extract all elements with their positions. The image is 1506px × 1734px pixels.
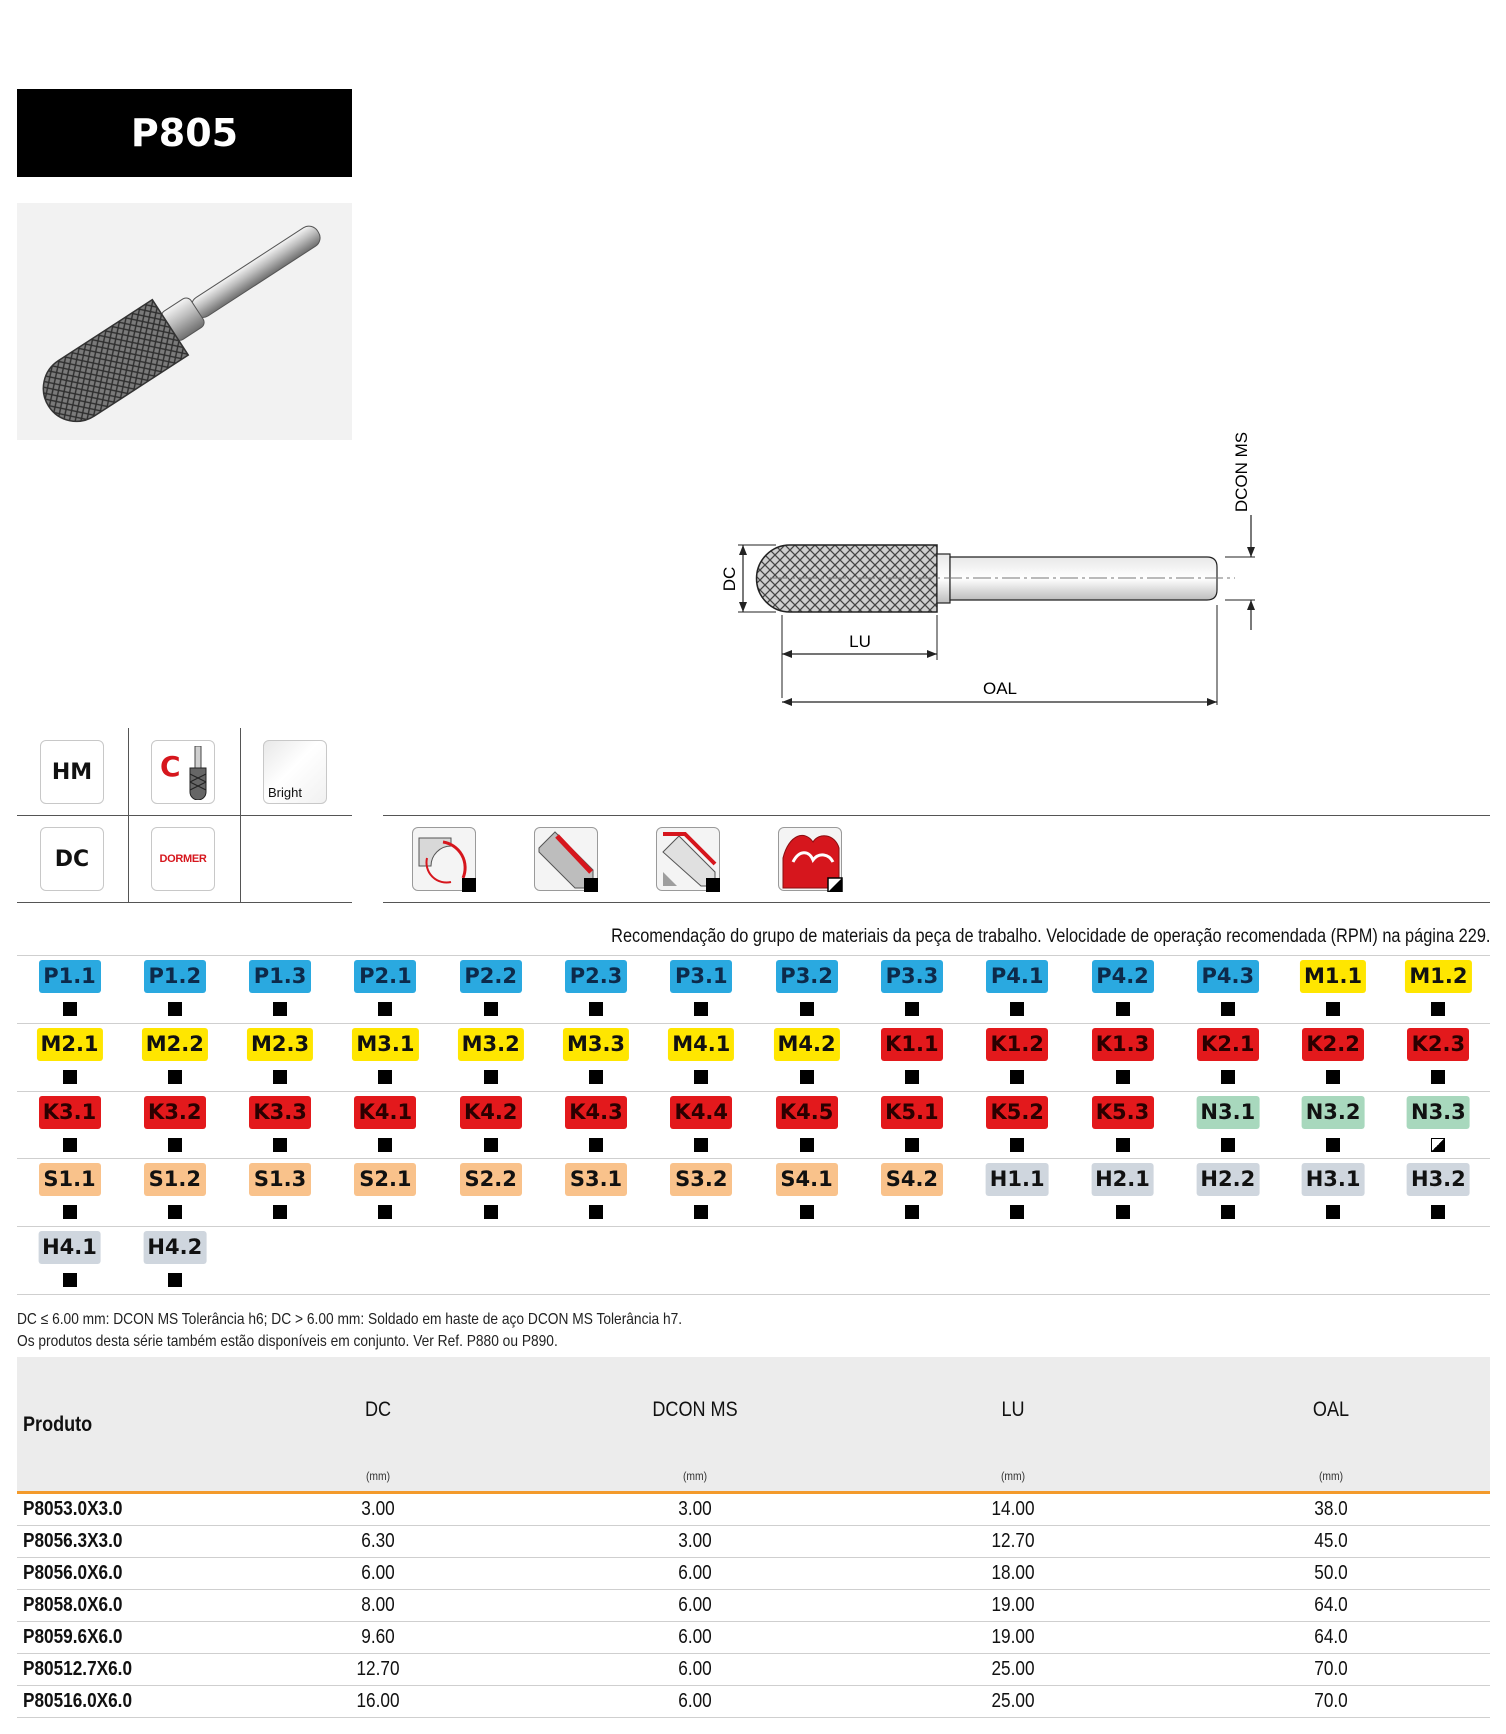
material-group-s4-2 xyxy=(859,1158,964,1226)
col-header-dc: DC xyxy=(364,1398,392,1421)
suitability-marker xyxy=(484,1002,498,1016)
cell-lu: 19.00 xyxy=(991,1626,1035,1648)
tolerance-note: DC ≤ 6.00 mm: DCON MS Tolerância h6; DC > 6.00 mm: Soldado em haste de aço DCON MS Tolerância h7. xyxy=(17,1311,683,1328)
suitability-marker xyxy=(1221,1002,1235,1016)
material-group-s1-3 xyxy=(228,1158,333,1226)
suitability-marker xyxy=(694,1002,708,1016)
material-group-h4-1 xyxy=(17,1226,122,1294)
material-group-m2-3 xyxy=(228,1023,333,1091)
material-group-k3-3 xyxy=(228,1091,333,1159)
material-code-tag: K1.1 xyxy=(881,1028,943,1061)
cell-lu: 19.00 xyxy=(991,1594,1035,1616)
material-group-m4-2 xyxy=(754,1023,859,1091)
suitability-marker xyxy=(1010,1205,1024,1219)
material-group-p1-1 xyxy=(17,955,122,1023)
material-group-h2-1 xyxy=(1070,1158,1175,1226)
material-code-tag: K1.3 xyxy=(1092,1028,1154,1061)
suitability-marker xyxy=(1221,1070,1235,1084)
suitability-marker xyxy=(168,1070,182,1084)
material-code-tag: K4.1 xyxy=(354,1096,416,1129)
cell-dc: 3.00 xyxy=(361,1498,395,1520)
cell-product: P8059.6X6.0 xyxy=(23,1626,123,1648)
material-code-tag: K5.3 xyxy=(1092,1096,1154,1129)
material-code-tag: S4.1 xyxy=(776,1163,838,1196)
cell-lu: 12.70 xyxy=(991,1530,1035,1552)
suitability-marker xyxy=(273,1138,287,1152)
cell-dcon-ms: 6.00 xyxy=(678,1658,712,1680)
cell-oal: 70.0 xyxy=(1314,1690,1348,1712)
cell-product: P80516.0X6.0 xyxy=(23,1690,133,1712)
suitability-marker xyxy=(694,1070,708,1084)
material-group-h4-2 xyxy=(122,1226,227,1294)
material-code-tag: H3.2 xyxy=(1407,1163,1470,1196)
material-code-tag: K4.5 xyxy=(776,1096,838,1129)
material-code-tag: N3.1 xyxy=(1196,1096,1259,1129)
material-code-tag: P1.1 xyxy=(39,960,101,993)
cell-product: P8056.3X3.0 xyxy=(23,1530,123,1552)
material-group-p1-2 xyxy=(122,955,227,1023)
unit-dcon-ms: (mm) xyxy=(682,1469,708,1483)
material-group-h1-1 xyxy=(965,1158,1070,1226)
cell-lu: 25.00 xyxy=(991,1658,1035,1680)
suitability-marker xyxy=(378,1002,392,1016)
material-group-h3-1 xyxy=(1281,1158,1386,1226)
cell-dc: 6.30 xyxy=(361,1530,395,1552)
material-code-tag: P2.2 xyxy=(460,960,522,993)
suitability-marker xyxy=(1326,1205,1340,1219)
cell-dcon-ms: 3.00 xyxy=(678,1498,712,1520)
suitability-marker xyxy=(378,1138,392,1152)
suitability-marker xyxy=(589,1205,603,1219)
suitability-marker xyxy=(1010,1138,1024,1152)
cell-dcon-ms: 6.00 xyxy=(678,1594,712,1616)
suitability-marker xyxy=(800,1002,814,1016)
material-code-tag: M4.2 xyxy=(774,1028,840,1061)
material-code-tag: M1.1 xyxy=(1300,960,1366,993)
col-header-product: Produto xyxy=(23,1413,93,1436)
material-code-tag: P4.1 xyxy=(986,960,1048,993)
material-code-tag: H3.1 xyxy=(1302,1163,1365,1196)
material-group-k4-4 xyxy=(649,1091,754,1159)
material-code-tag: S3.2 xyxy=(670,1163,732,1196)
suitability-marker xyxy=(484,1070,498,1084)
cell-product: P8053.0X3.0 xyxy=(23,1498,123,1520)
suitability-marker xyxy=(905,1138,919,1152)
material-code-tag: P3.2 xyxy=(776,960,838,993)
cell-dc: 16.00 xyxy=(356,1690,400,1712)
cell-dc: 6.00 xyxy=(361,1562,395,1584)
cell-oal: 64.0 xyxy=(1314,1626,1348,1648)
suitability-marker xyxy=(1116,1002,1130,1016)
suitability-marker xyxy=(694,1138,708,1152)
radius-application-icon xyxy=(412,827,476,891)
brand-logo-text: DORMER xyxy=(159,853,207,865)
suitability-marker xyxy=(63,1070,77,1084)
suitability-marker xyxy=(168,1205,182,1219)
material-group-k1-2 xyxy=(965,1023,1070,1091)
material-code-tag: K5.1 xyxy=(881,1096,943,1129)
material-group-k2-3 xyxy=(1386,1023,1491,1091)
material-code-tag: S3.1 xyxy=(565,1163,627,1196)
material-group-p4-1 xyxy=(965,955,1070,1023)
technical-drawing xyxy=(710,430,1300,720)
set-availability-note: Os produtos desta série também estão disponíveis em conjunto. Ver Ref. P880 ou P890. xyxy=(17,1333,558,1350)
deburr-application-icon xyxy=(656,827,720,891)
material-code-tag: S1.2 xyxy=(144,1163,206,1196)
shape-c-badge xyxy=(151,740,215,804)
material-group-m2-1 xyxy=(17,1023,122,1091)
suitability-marker xyxy=(1431,1205,1445,1219)
material-group-p2-3 xyxy=(544,955,649,1023)
suitability-marker xyxy=(484,1205,498,1219)
cell-dcon-ms: 6.00 xyxy=(678,1562,712,1584)
suitability-marker xyxy=(273,1070,287,1084)
suitability-marker xyxy=(1116,1070,1130,1084)
material-code-tag: H2.1 xyxy=(1091,1163,1154,1196)
finish-bright-badge xyxy=(263,740,327,804)
table-row xyxy=(17,1558,1490,1590)
material-code-tag: K3.3 xyxy=(249,1096,311,1129)
material-code-tag: P4.2 xyxy=(1092,960,1154,993)
suitability-marker xyxy=(905,1070,919,1084)
material-hm-badge: HM xyxy=(40,740,104,804)
material-code-tag: K1.2 xyxy=(986,1028,1048,1061)
suitability-marker xyxy=(1431,1002,1445,1016)
material-code-tag: S4.2 xyxy=(881,1163,943,1196)
suitability-marker xyxy=(1116,1205,1130,1219)
suitability-marker xyxy=(1221,1205,1235,1219)
cell-oal: 45.0 xyxy=(1314,1530,1348,1552)
material-group-k1-3 xyxy=(1070,1023,1175,1091)
material-code-tag: H2.2 xyxy=(1196,1163,1259,1196)
material-group-p3-3 xyxy=(859,955,964,1023)
material-group-k5-3 xyxy=(1070,1091,1175,1159)
suitability-marker xyxy=(273,1002,287,1016)
material-code-tag: M2.1 xyxy=(36,1028,102,1061)
material-code-tag: N3.2 xyxy=(1302,1096,1365,1129)
suitability-marker xyxy=(1431,1070,1445,1084)
suitability-marker xyxy=(378,1205,392,1219)
material-code-tag: M1.2 xyxy=(1405,960,1471,993)
table-row xyxy=(17,1686,1490,1718)
table-row xyxy=(17,1622,1490,1654)
material-code-tag: M4.1 xyxy=(668,1028,734,1061)
material-code-tag: S2.2 xyxy=(460,1163,522,1196)
material-code-tag: S1.1 xyxy=(39,1163,101,1196)
material-code-tag: M2.2 xyxy=(142,1028,208,1061)
material-group-m2-2 xyxy=(122,1023,227,1091)
material-group-p1-3 xyxy=(228,955,333,1023)
material-code-tag: P3.3 xyxy=(881,960,943,993)
cell-oal: 50.0 xyxy=(1314,1562,1348,1584)
material-code-tag: K4.4 xyxy=(670,1096,732,1129)
material-group-s3-2 xyxy=(649,1158,754,1226)
dcon-ms-dimension-label: DCON MS xyxy=(1232,431,1251,513)
cell-lu: 14.00 xyxy=(991,1498,1035,1520)
suitability-marker xyxy=(273,1205,287,1219)
material-code-tag: P2.3 xyxy=(565,960,627,993)
material-group-p2-2 xyxy=(438,955,543,1023)
cell-dcon-ms: 3.00 xyxy=(678,1530,712,1552)
dc-dimension-label: DC xyxy=(720,566,739,592)
material-code-tag: M3.3 xyxy=(563,1028,629,1061)
suitability-marker xyxy=(63,1138,77,1152)
suitability-marker xyxy=(168,1138,182,1152)
material-group-p2-1 xyxy=(333,955,438,1023)
suitability-marker xyxy=(168,1273,182,1287)
material-group-h3-2 xyxy=(1386,1158,1491,1226)
cell-product: P8058.0X6.0 xyxy=(23,1594,123,1616)
material-code-tag: M2.3 xyxy=(247,1028,313,1061)
material-group-k5-1 xyxy=(859,1091,964,1159)
product-photo xyxy=(17,203,352,440)
material-group-m1-2 xyxy=(1386,955,1491,1023)
suitability-marker xyxy=(168,1002,182,1016)
suitability-marker xyxy=(1326,1002,1340,1016)
material-group-p3-2 xyxy=(754,955,859,1023)
material-code-tag: K2.1 xyxy=(1197,1028,1259,1061)
material-group-k5-2 xyxy=(965,1091,1070,1159)
col-header-oal: OAL xyxy=(1312,1398,1350,1421)
material-code-tag: K2.3 xyxy=(1407,1028,1469,1061)
material-group-k4-5 xyxy=(754,1091,859,1159)
material-code-tag: P1.3 xyxy=(249,960,311,993)
suitability-marker xyxy=(1010,1002,1024,1016)
material-group-h2-2 xyxy=(1175,1158,1280,1226)
unit-oal: (mm) xyxy=(1318,1469,1344,1483)
material-code-tag: K3.2 xyxy=(144,1096,206,1129)
material-code-tag: M3.2 xyxy=(458,1028,524,1061)
material-code-tag: K4.3 xyxy=(565,1096,627,1129)
material-group-m3-1 xyxy=(333,1023,438,1091)
material-code-tag: K2.2 xyxy=(1302,1028,1364,1061)
table-row xyxy=(17,1494,1490,1526)
material-code-tag: M3.1 xyxy=(352,1028,418,1061)
material-code-tag: K3.1 xyxy=(39,1096,101,1129)
material-group-n3-3 xyxy=(1386,1091,1491,1159)
material-code-tag: N3.3 xyxy=(1407,1096,1470,1129)
material-group-n3-1 xyxy=(1175,1091,1280,1159)
oal-dimension-label: OAL xyxy=(982,679,1018,698)
material-code-tag: P1.2 xyxy=(144,960,206,993)
material-group-k3-1 xyxy=(17,1091,122,1159)
suitability-marker xyxy=(1326,1070,1340,1084)
material-group-k2-1 xyxy=(1175,1023,1280,1091)
material-group-m3-2 xyxy=(438,1023,543,1091)
finish-label: Bright xyxy=(268,785,302,800)
page-title: P805 xyxy=(17,89,352,177)
material-code-tag: K4.2 xyxy=(460,1096,522,1129)
contour-application-icon xyxy=(778,827,842,891)
cell-dc: 9.60 xyxy=(361,1626,395,1648)
cell-oal: 70.0 xyxy=(1314,1658,1348,1680)
material-group-k4-2 xyxy=(438,1091,543,1159)
suitability-marker xyxy=(905,1205,919,1219)
table-row xyxy=(17,1590,1490,1622)
material-group-s1-1 xyxy=(17,1158,122,1226)
dc-badge: DC xyxy=(40,827,104,891)
material-group-k1-1 xyxy=(859,1023,964,1091)
suitability-marker xyxy=(800,1205,814,1219)
cell-oal: 38.0 xyxy=(1314,1498,1348,1520)
slot-application-icon xyxy=(534,827,598,891)
material-code-tag: H4.1 xyxy=(38,1231,101,1264)
material-group-s2-2 xyxy=(438,1158,543,1226)
suitability-marker xyxy=(63,1273,77,1287)
suitability-marker xyxy=(800,1138,814,1152)
material-group-m3-3 xyxy=(544,1023,649,1091)
suitability-marker xyxy=(589,1070,603,1084)
cell-product: P80512.7X6.0 xyxy=(23,1658,133,1680)
shape-letter: C xyxy=(160,750,181,783)
unit-dc: (mm) xyxy=(365,1469,391,1483)
material-group-s3-1 xyxy=(544,1158,649,1226)
suitability-marker xyxy=(1116,1138,1130,1152)
suitability-marker xyxy=(905,1002,919,1016)
suitability-marker xyxy=(1326,1138,1340,1152)
suitability-marker xyxy=(800,1070,814,1084)
material-group-k2-2 xyxy=(1281,1023,1386,1091)
col-header-lu: LU xyxy=(1001,1398,1025,1421)
material-group-p4-2 xyxy=(1070,955,1175,1023)
table-row xyxy=(17,1654,1490,1686)
material-group-p4-3 xyxy=(1175,955,1280,1023)
unit-lu: (mm) xyxy=(1000,1469,1026,1483)
lu-dimension-label: LU xyxy=(849,632,871,651)
cell-oal: 64.0 xyxy=(1314,1594,1348,1616)
table-header xyxy=(17,1357,1490,1493)
suitability-marker xyxy=(63,1002,77,1016)
material-group-s4-1 xyxy=(754,1158,859,1226)
cell-dc: 8.00 xyxy=(361,1594,395,1616)
material-code-tag: H4.2 xyxy=(143,1231,206,1264)
dormer-logo xyxy=(151,827,215,891)
material-group-k3-2 xyxy=(122,1091,227,1159)
material-code-tag: H1.1 xyxy=(986,1163,1049,1196)
suitability-marker xyxy=(1010,1070,1024,1084)
material-group-p3-1 xyxy=(649,955,754,1023)
suitability-marker xyxy=(589,1138,603,1152)
suitability-marker xyxy=(589,1002,603,1016)
table-row xyxy=(17,1526,1490,1558)
material-code-tag: K5.2 xyxy=(986,1096,1048,1129)
suitability-marker xyxy=(1221,1138,1235,1152)
suitability-marker xyxy=(694,1205,708,1219)
suitability-marker xyxy=(1431,1138,1445,1152)
cell-dc: 12.70 xyxy=(356,1658,400,1680)
material-code-tag: P2.1 xyxy=(354,960,416,993)
cell-dcon-ms: 6.00 xyxy=(678,1690,712,1712)
recommendation-text: Recomendação do grupo de materiais da peça de trabalho. Velocidade de operação recomendada (RPM) na página 229. xyxy=(610,926,1490,947)
cell-product: P8056.0X6.0 xyxy=(23,1562,123,1584)
shape-c-icon xyxy=(186,746,210,800)
material-code-tag: P4.3 xyxy=(1197,960,1259,993)
cell-dcon-ms: 6.00 xyxy=(678,1626,712,1648)
material-code-tag: P3.1 xyxy=(670,960,732,993)
suitability-marker xyxy=(484,1138,498,1152)
material-group-k4-3 xyxy=(544,1091,649,1159)
cell-lu: 25.00 xyxy=(991,1690,1035,1712)
material-group-k4-1 xyxy=(333,1091,438,1159)
material-group-m4-1 xyxy=(649,1023,754,1091)
cell-lu: 18.00 xyxy=(991,1562,1035,1584)
material-group-m1-1 xyxy=(1281,955,1386,1023)
material-group-n3-2 xyxy=(1281,1091,1386,1159)
suitability-marker xyxy=(378,1070,392,1084)
material-code-tag: S2.1 xyxy=(354,1163,416,1196)
material-code-tag: S1.3 xyxy=(249,1163,311,1196)
col-header-dcon-ms: DCON MS xyxy=(652,1398,738,1421)
material-group-s1-2 xyxy=(122,1158,227,1226)
material-group-s2-1 xyxy=(333,1158,438,1226)
suitability-marker xyxy=(63,1205,77,1219)
